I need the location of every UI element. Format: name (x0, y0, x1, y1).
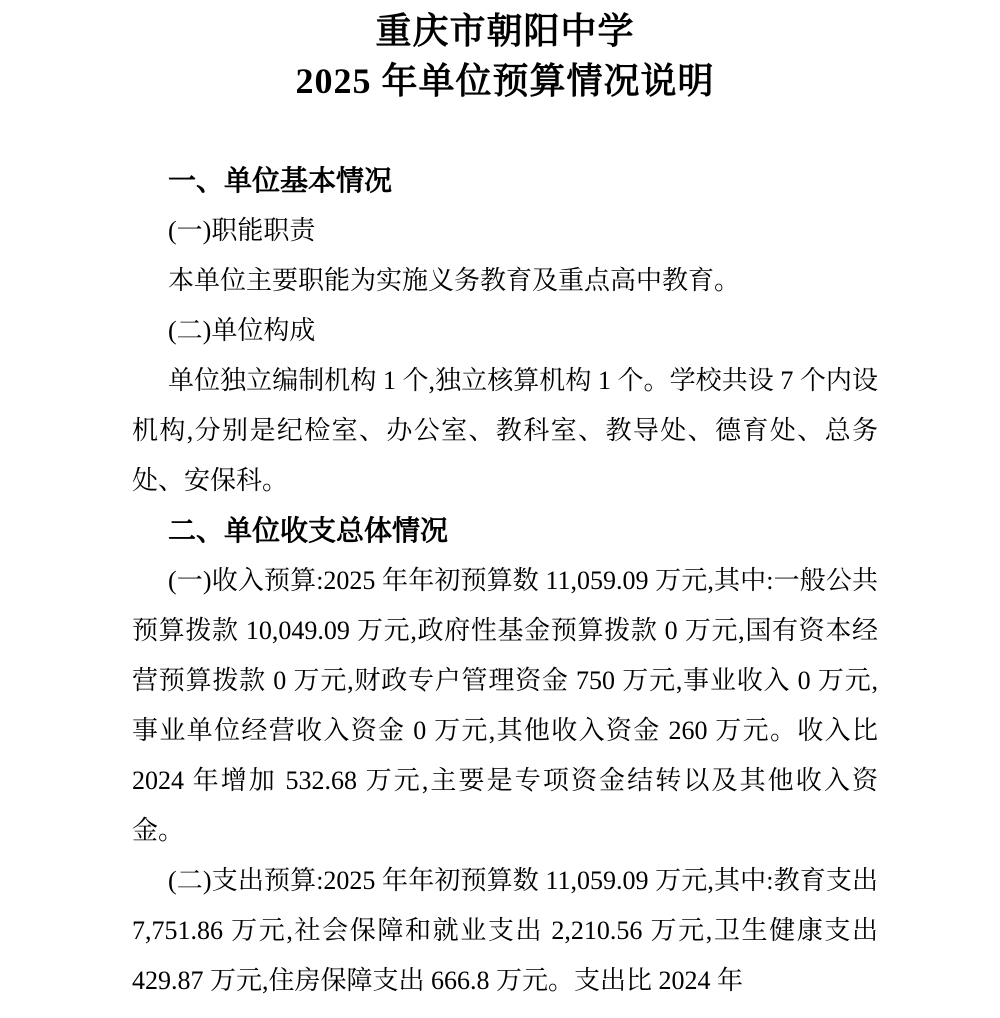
title-line-1: 重庆市朝阳中学 (375, 11, 635, 51)
subheading-functions-duties: (一)职能职责 (168, 216, 316, 245)
paragraph-income-budget: (一)收入预算:2025 年年初预算数 11,059.09 万元,其中:一般公共预算拨款 10,049.09 万元,政府性基金预算拨款 0 万元,国有资本经营预算拨款 0 万元,财政专户管理资金 750 万元,事业收入 0 万元,事业单位经营收入资金 0 万元,其他收入资金 260 万元。收入比 2024 年增加 532.68 万元,主要是专项资金结转以及其他收入资金。 (132, 566, 878, 845)
paragraph-expenditure-budget: (二)支出预算:2025 年年初预算数 11,059.09 万元,其中:教育支出 7,751.86 万元,社会保障和就业支出 2,210.56 万元,卫生健康支出 429.87 万元,住房保障支出 666.8 万元。支出比 2024 年 (132, 866, 878, 995)
section-heading-basic-info: 一、单位基本情况 (168, 165, 393, 196)
section-heading-revenue-expenditure-overview: 二、单位收支总体情况 (168, 515, 449, 546)
paragraph-functions-duties: 本单位主要职能为实施义务教育及重点高中教育。 (168, 266, 741, 295)
subheading-unit-composition: (二)单位构成 (168, 316, 316, 345)
title-line-2: 2025 年单位预算情况说明 (295, 61, 715, 101)
paragraph-unit-composition: 单位独立编制机构 1 个,独立核算机构 1 个。学校共设 7 个内设机构,分别是纪检室、办公室、教科室、教导处、德育处、总务处、安保科。 (132, 366, 878, 495)
document-title (132, 6, 878, 106)
title-spacer (132, 106, 878, 156)
